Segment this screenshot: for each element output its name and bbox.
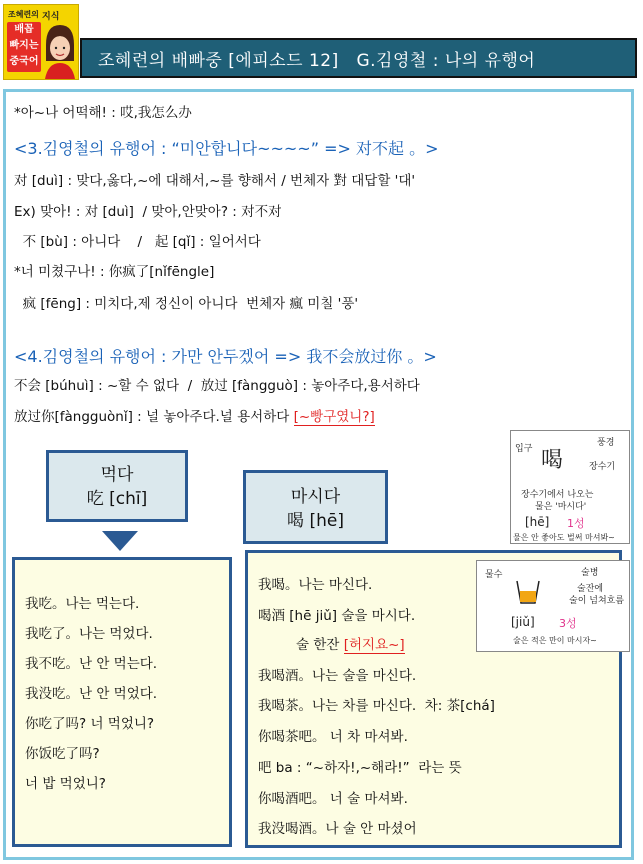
example-row: 你饭吃了吗? [25, 746, 100, 762]
note-text: 술병 [581, 568, 599, 578]
section-heading-4: <4.김영철의 유행어 : 가만 안두겠어 => 我不会放过你 。> [14, 347, 437, 366]
example-row: 너 밥 먹었니? [25, 776, 106, 792]
example-row: 我没喝酒。나 술 안 마셨어 [258, 821, 417, 837]
note-text: 물은 '마시다' [535, 502, 587, 512]
example-row: 我没吃。난 안 먹었다. [25, 686, 158, 702]
handwritten-note-he [510, 430, 630, 544]
note-text: 술은 적은 만이 마시자~ [513, 636, 597, 645]
text-line: *아~나 어떡해! : 哎,我怎么办 [14, 105, 192, 121]
example-row [296, 633, 405, 653]
verb-chinese: 吃 [chī] [86, 489, 148, 509]
logo-tag [7, 22, 41, 72]
text-line [14, 408, 375, 426]
example-row: 喝酒 [hē jiǔ] 술을 마시다. [258, 608, 416, 624]
eat-examples-panel [12, 557, 232, 847]
verb-chinese: 喝 [hē] [287, 511, 344, 531]
example-row: 我吃了。나는 먹었다. [25, 626, 153, 642]
note-text: 술잔에 [577, 584, 604, 594]
text-line: *너 미쳤구나! : 你疯了[nǐfēngle] [14, 264, 215, 280]
example-row-text: 술 한잔 [296, 637, 344, 653]
show-logo [3, 4, 79, 80]
verb-box-eat [46, 450, 188, 522]
cup-sketch-icon [511, 577, 545, 607]
note-text: 장수기에서 나오는 [521, 490, 594, 500]
text-line: 疯 [fēng] : 미치다,제 정신이 아니다 번체자 瘋 미칠 '풍' [14, 296, 359, 312]
text-line-main: 放过你[fàngguònǐ] : 널 놓아주다.널 용서하다 [14, 409, 294, 425]
note-text: 물수 [485, 570, 503, 580]
example-row: 我喝。나는 마신다. [258, 577, 373, 593]
note-pinyin: [jiǔ] [511, 615, 535, 629]
note-text: 입구 [515, 444, 533, 454]
handwritten-note-jiu [476, 560, 630, 652]
example-row: 你喝酒吧。 너 술 마셔봐. [258, 791, 408, 807]
text-line: 对 [duì] : 맞다,옳다,~에 대해서,~를 향해서 / 번체자 對 대답할 '대' [14, 173, 416, 189]
note-tone: 3성 [559, 617, 577, 630]
note-pinyin: [hē] [525, 515, 550, 529]
note-tone: 1성 [567, 517, 585, 530]
text-line: 不 [bù] : 아니다 / 起 [qǐ] : 일어서다 [14, 234, 261, 250]
host-face-icon [42, 21, 78, 79]
down-arrow-icon [102, 531, 138, 551]
example-row: 我不吃。난 안 먹는다. [25, 656, 158, 672]
note-text: 술이 넘쳐흐름 [569, 596, 625, 606]
logo-tag-line: 빠지는 [9, 40, 39, 51]
note-text: 장수기 [589, 462, 616, 472]
example-row: 我吃。나는 먹는다. [25, 596, 140, 612]
verb-box-drink [243, 470, 388, 544]
logo-text-knowledge: 지식 [42, 12, 60, 22]
example-row: 吧 ba : “~하자!,~해라!” 라는 뜻 [258, 760, 462, 776]
logo-tag-line: 중국어 [9, 56, 39, 67]
verb-korean: 먹다 [100, 465, 134, 485]
episode-title-banner: 조혜련의 배빠중 [에피소드 12] G.김영철 : 나의 유행어 [80, 38, 637, 78]
section-heading-3: <3.김영철의 유행어 : “미안합니다~~~~” => 对不起 。> [14, 139, 439, 158]
joke-red-text: [허지요~] [343, 637, 405, 653]
note-text: 물은 안 좋아도 벌써 마셔봐~ [513, 533, 615, 542]
example-row: 我喝酒。나는 술을 마신다. [258, 668, 417, 684]
logo-tag-line: 배꼽 [14, 24, 34, 35]
text-line: Ex) 맞아! : 对 [duì] / 맞아,안맞아? : 对不对 [14, 204, 282, 220]
note-text: 풍경 [597, 438, 615, 448]
logo-text-name: 조혜련의 [8, 10, 39, 19]
joke-red-text: [~빵구였니?] [293, 409, 375, 425]
text-line: 不会 [búhuì] : ~할 수 없다 / 放过 [fàngguò] : 놓아주다,용서하다 [14, 378, 420, 394]
example-row: 你吃了吗? 너 먹었니? [25, 716, 155, 732]
verb-korean: 마시다 [290, 487, 341, 507]
example-row: 你喝茶吧。 너 차 마셔봐. [258, 729, 408, 745]
note-glyph: 喝 [541, 448, 564, 473]
example-row: 我喝茶。나는 차를 마신다. 차: 茶[chá] [258, 698, 495, 714]
